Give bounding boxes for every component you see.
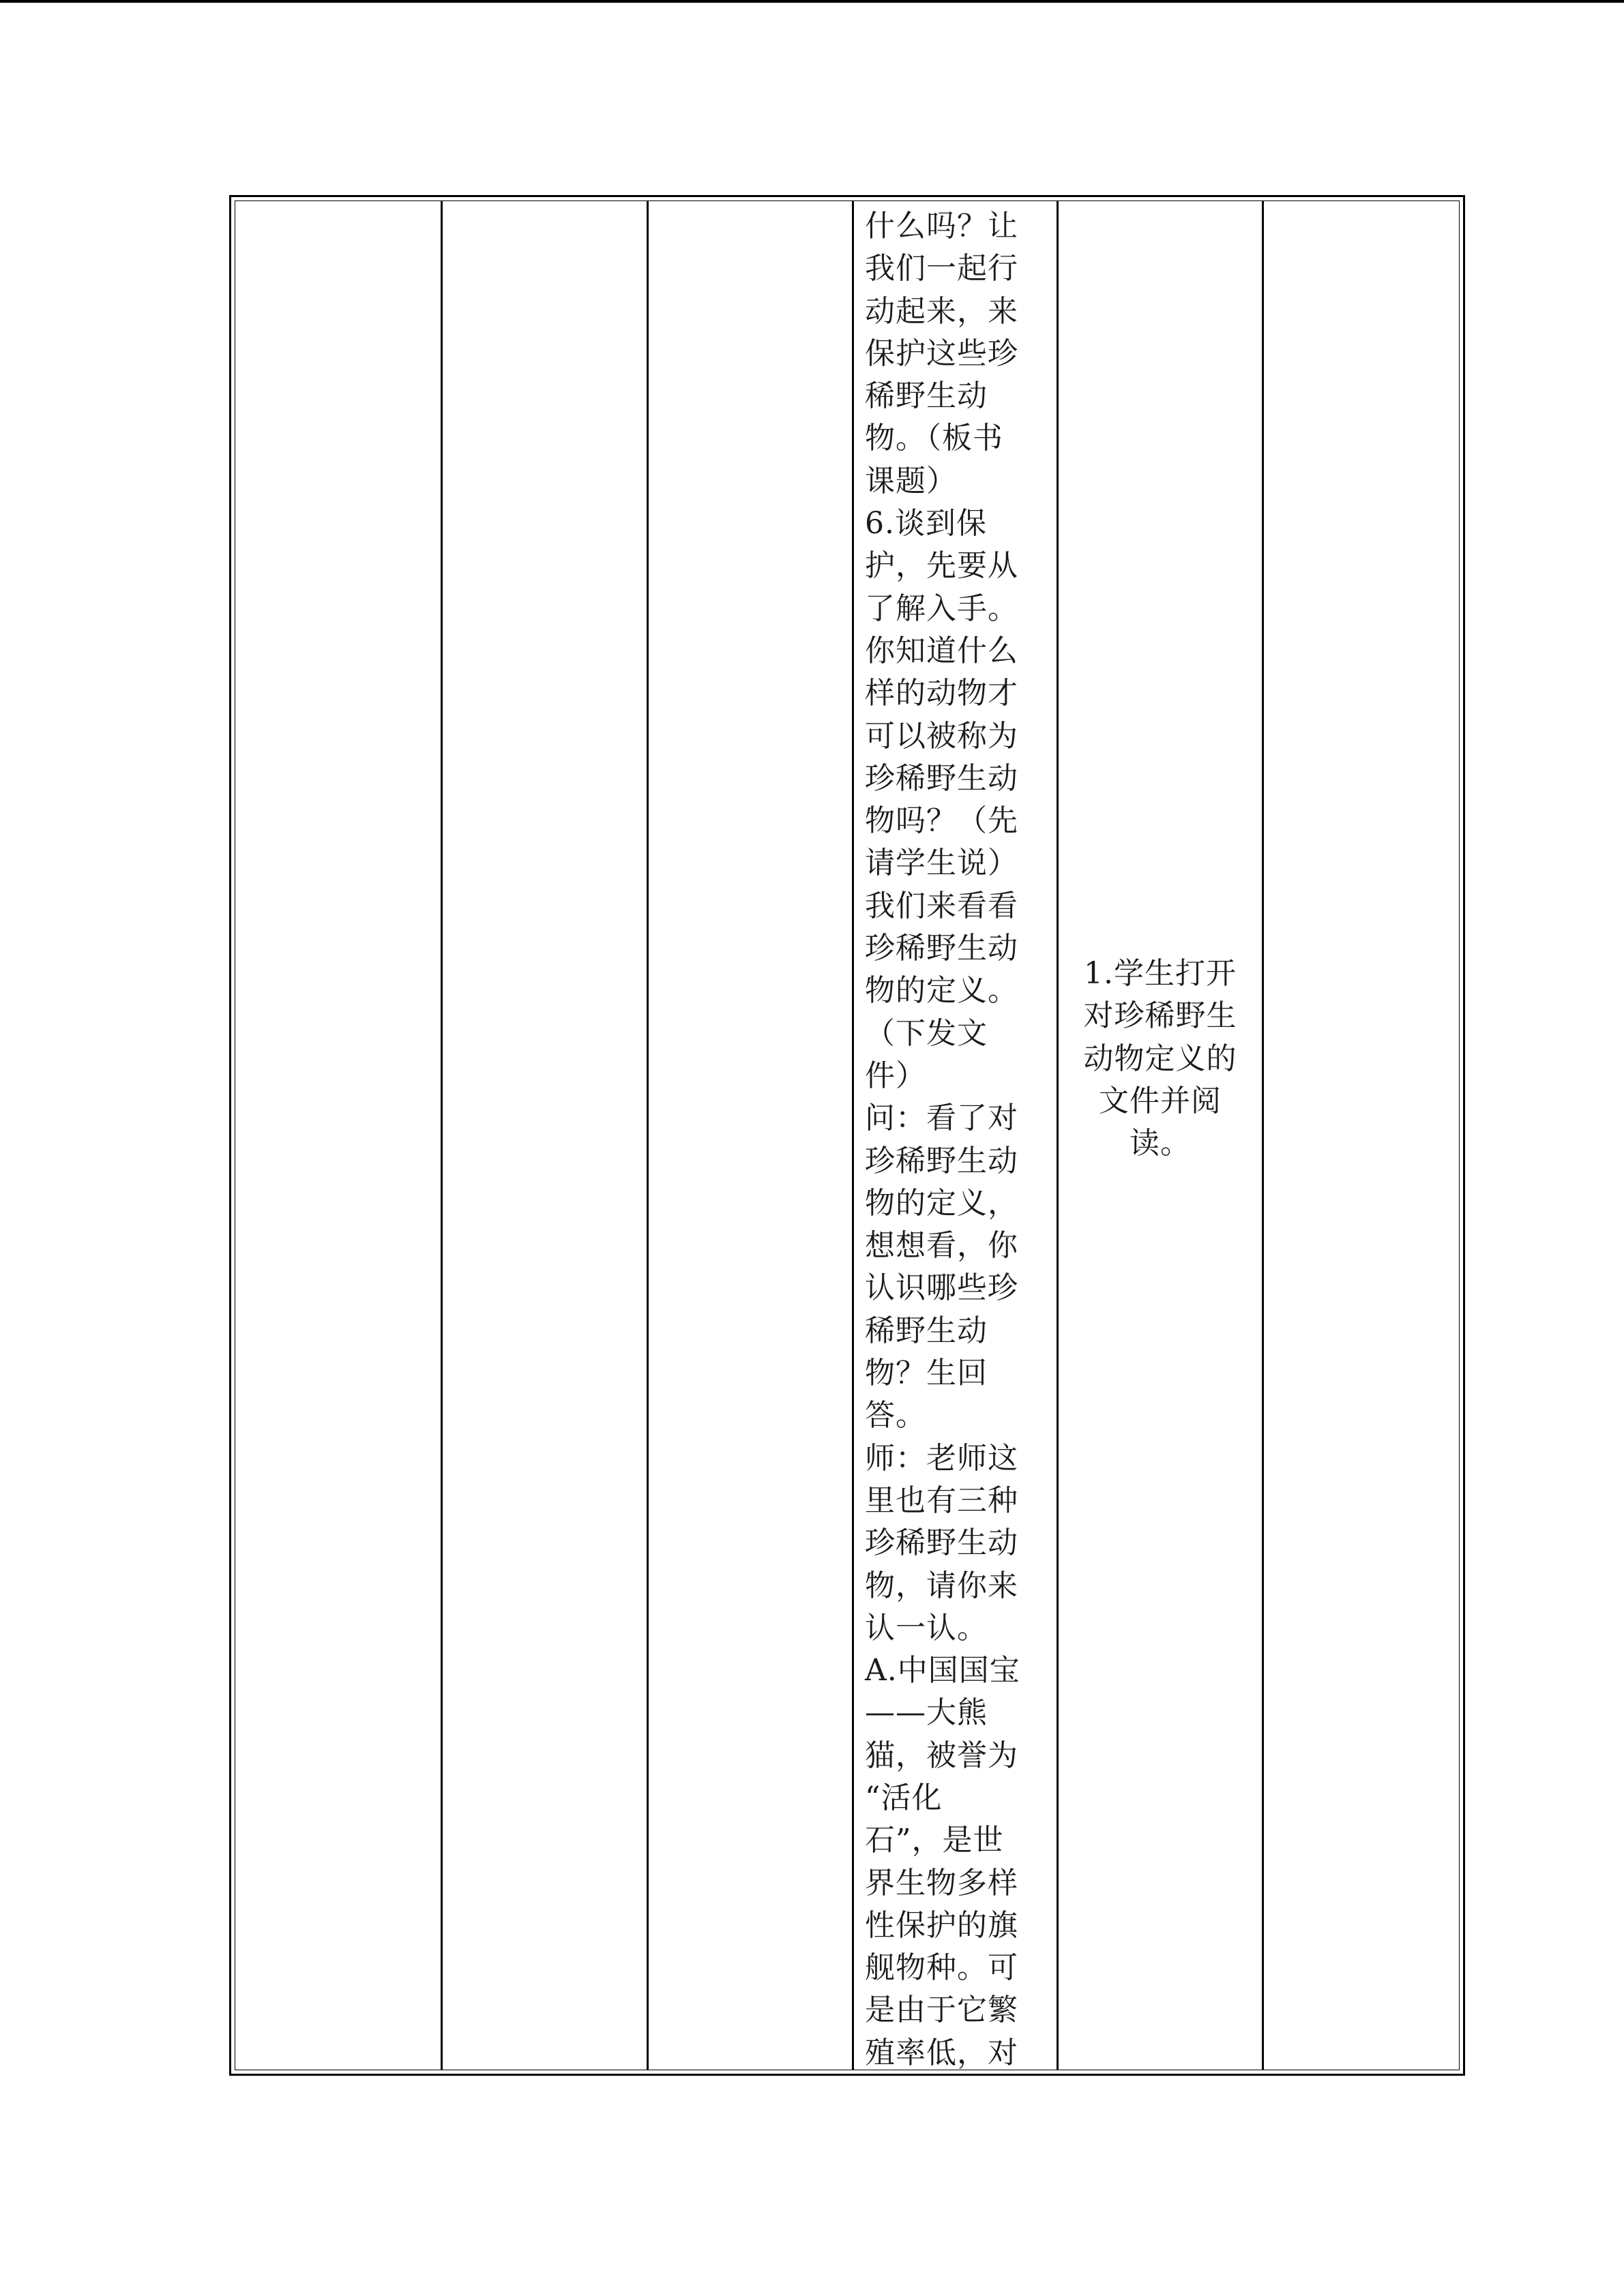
table-cell-col-1 [235,201,441,2070]
teacher-text-line: 认一认。 [864,1610,988,1645]
teacher-text-line: 问：看了对 [864,1101,1018,1136]
teacher-text-line: 界生物多样 [864,1865,1018,1900]
teacher-text-line: 动起来，来 [864,293,1018,329]
teacher-text-line: 样的动物才 [864,676,1018,711]
student-text-line: 动物定义的 [1083,1041,1237,1076]
teacher-text-line: 什么吗？让 [864,209,1018,243]
teacher-text-line: 珍稀野生动 [864,931,1018,966]
teacher-text-line: 珍稀野生动 [864,1143,1018,1178]
table-cell-col-3 [647,201,852,2070]
teacher-text-line: 件） [864,1058,926,1093]
teacher-text-line: 舰物种。可 [864,1950,1018,1986]
teacher-text-line: 稀野生动 [864,1313,988,1348]
teacher-text-line: 物。（板书 [864,421,1003,456]
teacher-text-line: 可以被称为 [864,718,1018,754]
teacher-text-line: 想想看，你 [864,1228,1018,1264]
teacher-text-line: 答。 [864,1398,926,1433]
teacher-text-line: 物？生回 [864,1356,988,1391]
teacher-activity-text [865,205,1035,2074]
teacher-text-line: A.中国国宝 [864,1653,1020,1688]
teacher-text-line: 课题） [864,463,957,498]
teacher-text-line: 请学生说） [864,846,1018,881]
teacher-text-line: ——大熊 [864,1695,988,1731]
table-cell-col-2 [441,201,646,2070]
teacher-text-line: 物，请你来 [864,1568,1018,1603]
teacher-text-line: 是由于它繁 [864,1993,1018,2028]
teacher-text-line: 你知道什么 [864,633,1018,668]
lesson-table [229,195,1465,2076]
teacher-text-line: 石”，是世 [864,1823,1004,1858]
table-cell-col-6 [1262,201,1459,2070]
lesson-table-row [235,200,1460,2070]
teacher-text-line: 物的定义。 [864,973,1018,1009]
teacher-text-line: 了解入手。 [864,591,1018,626]
teacher-text-line: 珍稀野生动 [864,1525,1018,1561]
teacher-text-line: 护，先要从 [864,548,1018,584]
teacher-text-line: 6.谈到保 [864,506,987,541]
teacher-text-line: 殖率低，对 [864,2035,1018,2070]
teacher-text-line: 我们一起行 [864,251,1018,286]
teacher-text-line: 师：老师这 [864,1440,1018,1476]
teacher-text-line: 珍稀野生动 [864,760,1018,796]
student-text-line: 对珍稀野生 [1083,998,1237,1034]
teacher-text-line: “活化 [864,1780,943,1815]
teacher-text-line: 性保护的旗 [864,1907,1018,1943]
teacher-text-line: 物吗？（先 [864,803,1018,839]
teacher-text-line: 认识哪些珍 [864,1270,1018,1306]
student-text-line: 1.学生打开 [1083,956,1237,991]
teacher-text-line: 我们来看看 [864,888,1018,923]
teacher-text-line: 保护这些珍 [864,336,1018,371]
teacher-activity-cell [852,201,1057,2070]
teacher-text-line: （下发文 [864,1015,988,1051]
student-text-line: 读。 [1129,1126,1191,1161]
teacher-text-line: 稀野生动 [864,378,988,414]
teacher-text-line: 里也有三种 [864,1482,1018,1518]
teacher-text-line: 猫，被誉为 [864,1738,1018,1773]
student-text-line: 文件并阅 [1098,1083,1222,1118]
student-activity-text [1059,953,1261,1165]
student-activity-cell [1057,201,1261,2070]
teacher-text-line: 物的定义， [864,1185,1018,1221]
